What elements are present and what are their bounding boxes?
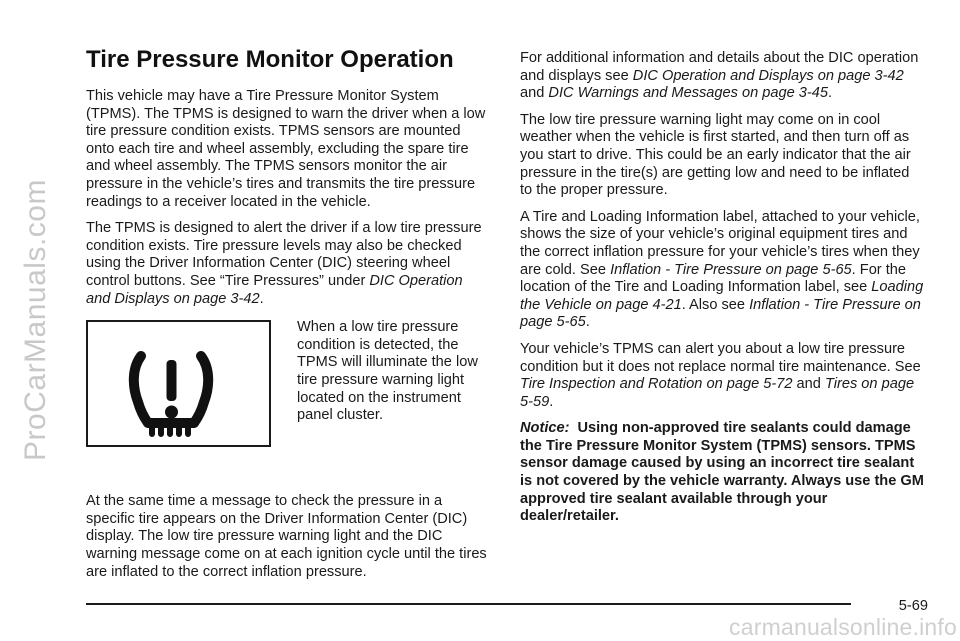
- side-watermark-text: ProCarManuals.com: [19, 179, 52, 461]
- paragraph-text: . Also see: [681, 296, 750, 313]
- cross-reference-link[interactable]: Inflation - Tire Pressure on page 5-65: [520, 296, 921, 331]
- paragraph-text: and: [792, 376, 825, 393]
- warning-light-description: When a low tire pressure condition is detected, the TPMS will illuminate the low tire pressure warning light located on the instrument panel cluster.: [297, 319, 478, 424]
- bottom-watermark: carmanualsonline.info: [729, 614, 957, 640]
- warning-light-figure: [86, 320, 490, 478]
- left-column: [86, 46, 490, 590]
- punctuation: .: [828, 85, 833, 102]
- paragraph-tpms-alert: [86, 220, 490, 308]
- punctuation: .: [585, 314, 590, 331]
- footer-divider: [86, 603, 851, 605]
- paragraph-text: The TPMS is designed to alert the driver if a low tire pressure condition exists. Tire pressure levels may also be checked using the Driver Information Center (DIC) steering wheel control buttons. See “Tire Pressures” under: [86, 220, 482, 289]
- warning-light-icon-box: [86, 320, 271, 447]
- page-number: 5-69: [898, 598, 928, 614]
- cross-reference-link[interactable]: Tire Inspection and Rotation on page 5-72: [520, 376, 793, 393]
- paragraph-text: A Tire and Loading Information label, attached to your vehicle, shows the size of your vehicle’s original equipment tires and the correct inflation pressure for your vehicle’s tires when they are cold. See: [520, 208, 920, 278]
- low-tire-pressure-warning-icon: [88, 322, 269, 445]
- paragraph-text: and: [520, 85, 549, 102]
- cross-reference-link[interactable]: Tires on page 5-59: [520, 376, 915, 410]
- paragraph-maintenance: [520, 341, 925, 411]
- cross-reference-link[interactable]: DIC Warnings and Messages on page 3-45: [548, 85, 829, 102]
- side-watermark: [6, 0, 66, 640]
- paragraph-text: For additional information and details about the DIC operation and displays see: [520, 50, 919, 84]
- cross-reference-link[interactable]: DIC Operation and Displays on page 3-42: [632, 67, 904, 84]
- paragraph-dic-reference: [520, 50, 925, 103]
- section-title: Tire Pressure Monitor Operation: [86, 46, 454, 73]
- notice-block: [520, 420, 925, 526]
- paragraph-cool-weather: The low tire pressure warning light may come on in cool weather when the vehicle is first started, and then turn off as you start to drive. This could be an early indicator that the air pressure in the tire(s) are getting low and need to be inflated to the proper pressure.: [520, 111, 911, 199]
- paragraph-loading-label: [520, 209, 925, 332]
- paragraph-text: . For the location of the Tire and Loading Information label, see: [520, 261, 907, 296]
- notice-label: Notice:: [520, 420, 570, 437]
- paragraph-text: Your vehicle’s TPMS can alert you about a low tire pressure condition but it does not replace normal tire maintenance. See: [520, 340, 921, 375]
- paragraph-tpms-intro: This vehicle may have a Tire Pressure Monitor System (TPMS). The TPMS is designed to warn the driver when a low tire pressure condition exists. TPMS sensors are mounted onto each tire and wheel assembly, excluding the spare tire and wheel assembly. The TPMS sensors monitor the air pressure in the vehicle’s tires and transmits the tire pressure readings to a receiver located in the vehicle.: [86, 88, 486, 210]
- punctuation: .: [259, 290, 264, 307]
- paragraph-dic-message: At the same time a message to check the pressure in a specific tire appears on the Driver Information Center (DIC) display. The low tire pressure warning light and the DIC warning message come on at each ignition cycle until the tires are inflated to the correct inflation pressure.: [86, 493, 487, 580]
- right-column: [520, 50, 925, 535]
- cross-reference-link[interactable]: Inflation - Tire Pressure on page 5-65: [610, 261, 852, 278]
- cross-reference-link[interactable]: Loading the Vehicle on page 4-21: [520, 279, 924, 313]
- notice-text: Using non-approved tire sealants could damage the Tire Pressure Monitor System (TPMS) sensors. TPMS sensor damage caused by using an incorrect tire sealant is not covered by the vehicle warranty. Always use the GM approved tire sealant available through your dealer/retailer.: [520, 420, 924, 525]
- punctuation: .: [549, 393, 554, 410]
- cross-reference-link[interactable]: DIC Operation and Displays on page 3-42: [86, 272, 463, 307]
